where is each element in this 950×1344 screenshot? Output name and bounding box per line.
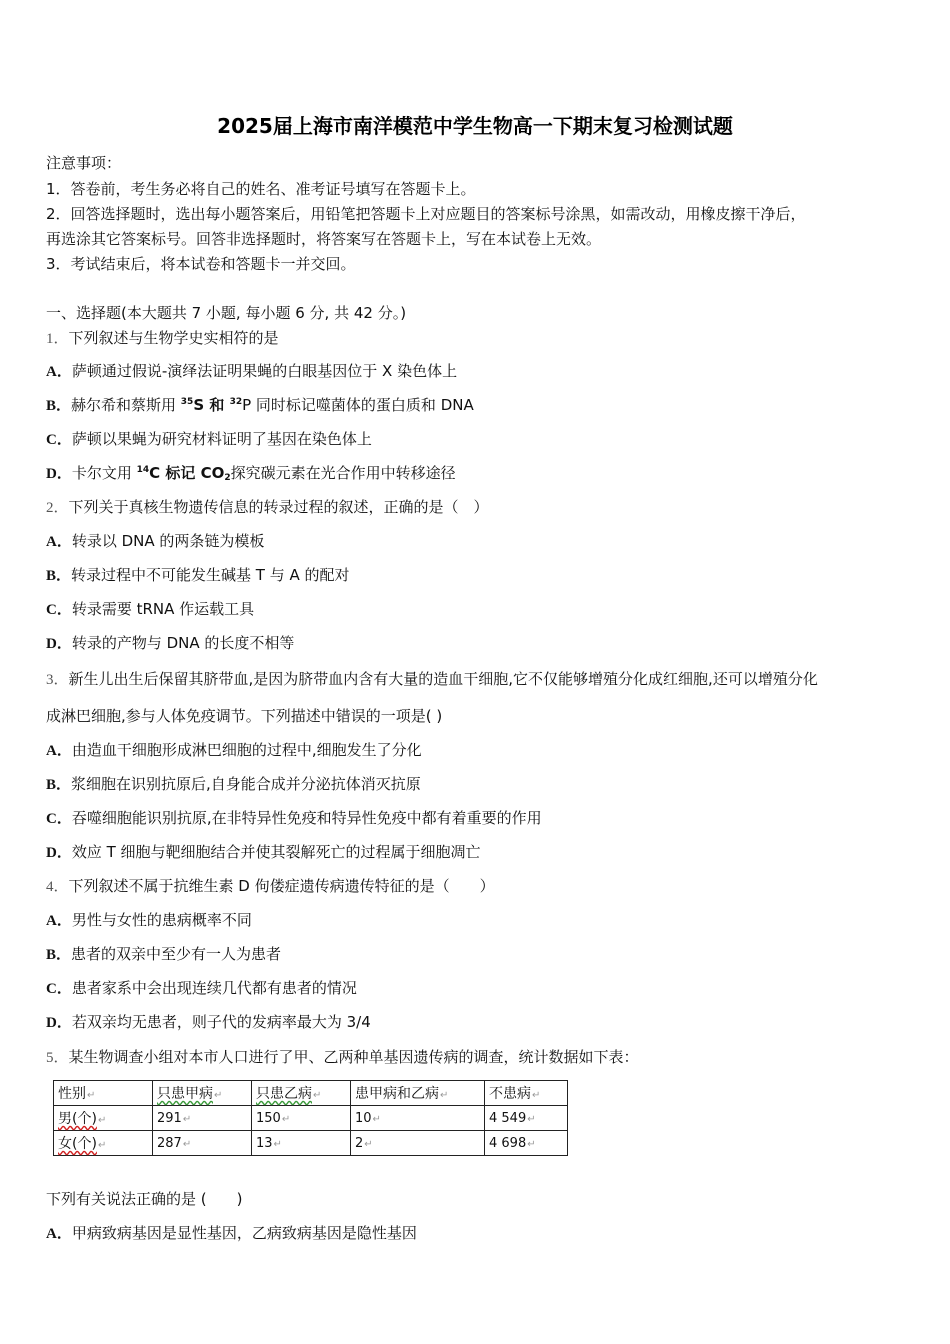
notice-item-1: 1．答卷前，考生务必将自己的姓名、准考证号填写在答题卡上。 (46, 180, 476, 198)
question-3-option-c (46, 807, 542, 828)
question-2-option-c (46, 598, 254, 619)
section-heading: 一、选择题(本大题共 7 小题, 每小题 6 分, 共 42 分。) (46, 304, 407, 322)
option-letter: A． (46, 1226, 72, 1242)
option-letter: C． (46, 811, 72, 827)
option-letter: B． (46, 568, 72, 584)
return-mark-icon: ↵ (214, 1090, 223, 1101)
question-text: 某生物调查小组对本市人口进行了甲、乙两种单基因遗传病的调查，统计数据如下表： (68, 1048, 639, 1066)
option-text-part: S 和 (193, 396, 230, 414)
option-text: 由造血干细胞形成淋巴细胞的过程中,细胞发生了分化 (71, 741, 422, 759)
return-mark-icon: ↵ (97, 1140, 107, 1151)
table-cell: 女(个)↵ (54, 1131, 153, 1156)
option-letter: D． (46, 845, 72, 861)
isotope-superscript: 32 (229, 397, 243, 407)
question-2-stem (46, 496, 489, 517)
return-mark-icon: ↵ (440, 1090, 449, 1101)
table-cell: 13↵ (252, 1131, 351, 1156)
subscript: 2 (224, 473, 231, 483)
exam-title: 2025届上海市南洋模范中学生物高一下期末复习检测试题 (217, 114, 733, 138)
question-text: 下列关于真核生物遗传信息的转录过程的叙述，正确的是（ ） (68, 498, 489, 516)
return-mark-icon: ↵ (281, 1113, 291, 1125)
question-2-option-d (46, 632, 294, 653)
return-mark-icon: ↵ (364, 1138, 373, 1150)
return-mark-icon: ↵ (527, 1113, 536, 1125)
question-5-stem (46, 1046, 639, 1067)
table-cell: 150↵ (252, 1106, 351, 1131)
option-text: 萨顿通过假说-演绎法证明果蝇的白眼基因位于 X 染色体上 (71, 362, 458, 380)
option-letter: A． (46, 913, 72, 929)
question-4-option-a (46, 909, 252, 930)
option-text: 吞噬细胞能识别抗原,在非特异性免疫和特异性免疫中都有着重要的作用 (71, 809, 542, 827)
question-3-stem (46, 668, 818, 689)
return-mark-icon: ↵ (273, 1138, 282, 1150)
isotope-superscript: 14 (136, 465, 150, 475)
option-text: 患者的双亲中至少有一人为患者 (71, 945, 282, 963)
question-text: 下列叙述与生物学史实相符的是 (68, 329, 279, 347)
return-mark-icon: ↵ (527, 1138, 536, 1150)
option-letter: D． (46, 466, 72, 482)
option-text-part: 赫尔希和蔡斯用 (71, 396, 181, 414)
option-text: 甲病致病基因是显性基因，乙病致病基因是隐性基因 (71, 1224, 417, 1242)
table-cell: 10↵ (351, 1106, 485, 1131)
question-number: 3． (46, 672, 69, 688)
option-text: 转录以 DNA 的两条链为模板 (71, 532, 265, 550)
option-letter: D． (46, 1015, 72, 1031)
option-text: 男性与女性的患病概率不同 (71, 911, 252, 929)
option-text: 患者家系中会出现连续几代都有患者的情况 (71, 979, 357, 997)
option-text: 转录需要 tRNA 作运载工具 (71, 600, 255, 618)
option-text-part: C 标记 CO (149, 464, 225, 482)
return-mark-icon: ↵ (87, 1090, 96, 1101)
option-text-part: P 同时标记噬菌体的蛋白质和 DNA (242, 396, 474, 414)
option-text: 浆细胞在识别抗原后,自身能合成并分泌抗体消灭抗原 (71, 775, 421, 793)
option-letter: C． (46, 432, 72, 448)
question-3-option-b (46, 773, 421, 794)
question-3-option-d (46, 841, 481, 862)
table-cell: 287↵ (153, 1131, 252, 1156)
notice-heading: 注意事项： (46, 154, 122, 172)
table-row (54, 1106, 568, 1131)
return-mark-icon: ↵ (182, 1138, 192, 1150)
table-cell: 2↵ (351, 1131, 485, 1156)
question-4-option-b (46, 943, 281, 964)
question-number: 1． (46, 331, 69, 347)
option-text: 转录的产物与 DNA 的长度不相等 (71, 634, 295, 652)
table-cell: 4 549↵ (485, 1106, 568, 1131)
question-5-followup: 下列有关说法正确的是 ( ) (46, 1190, 243, 1208)
notice-item-2: 2．回答选择题时，选出每小题答案后，用铅笔把答题卡上对应题目的答案标号涂黑，如需改动，用橡皮擦干净后， (46, 205, 806, 223)
option-text-part: 卡尔文用 (71, 464, 137, 482)
return-mark-icon: ↵ (97, 1115, 107, 1126)
return-mark-icon: ↵ (313, 1090, 322, 1101)
table-header-cell: 不患病↵ (485, 1081, 568, 1106)
question-3-stem-cont: 成淋巴细胞,参与人体免疫调节。下列描述中错误的一项是( ) (46, 707, 443, 725)
question-number: 2． (46, 500, 69, 516)
table-header-cell: 只患乙病↵ (252, 1081, 351, 1106)
question-2-option-b (46, 564, 350, 585)
question-4-option-d (46, 1011, 371, 1032)
question-number: 5． (46, 1050, 69, 1066)
option-text: 若双亲均无患者，则子代的发病率最大为 3/4 (71, 1013, 371, 1031)
table-cell: 291↵ (153, 1106, 252, 1131)
option-letter: B． (46, 777, 72, 793)
question-text: 下列叙述不属于抗维生素 D 佝偻症遗传病遗传特征的是（ ） (68, 877, 495, 895)
option-letter: D． (46, 636, 72, 652)
option-letter: A． (46, 534, 72, 550)
question-4-stem (46, 875, 495, 896)
option-text: 转录过程中不可能发生碱基 T 与 A 的配对 (71, 566, 350, 584)
option-text: 萨顿以果蝇为研究材料证明了基因在染色体上 (71, 430, 372, 448)
question-3-option-a (46, 739, 422, 760)
question-2-option-a (46, 530, 264, 551)
question-1-stem (46, 327, 279, 348)
option-letter: C． (46, 602, 72, 618)
option-text: 效应 T 细胞与靶细胞结合并使其裂解死亡的过程属于细胞凋亡 (71, 843, 481, 861)
question-1-option-c (46, 428, 372, 449)
table-header-cell: 性别↵ (54, 1081, 153, 1106)
option-letter: B． (46, 398, 72, 414)
isotope-superscript: 35 (180, 397, 194, 407)
notice-item-2-cont: 再选涂其它答案标号。回答非选择题时，将答案写在答题卡上，写在本试卷上无效。 (46, 230, 602, 248)
return-mark-icon: ↵ (372, 1113, 381, 1125)
question-1-option-d (46, 462, 456, 483)
notice-item-3: 3．考试结束后，将本试卷和答题卡一并交回。 (46, 255, 356, 273)
table-cell: 4 698↵ (485, 1131, 568, 1156)
option-letter: C． (46, 981, 72, 997)
table-header-cell: 只患甲病↵ (153, 1081, 252, 1106)
question-1-option-b (46, 394, 474, 415)
question-5-option-a (46, 1222, 417, 1243)
survey-table (53, 1080, 568, 1156)
option-letter: B． (46, 947, 72, 963)
table-cell: 男(个)↵ (54, 1106, 153, 1131)
option-letter: A． (46, 743, 72, 759)
question-text: 新生儿出生后保留其脐带血,是因为脐带血内含有大量的造血干细胞,它不仅能够增殖分化成红细胞,还可以增殖分化 (68, 670, 818, 688)
question-1-option-a (46, 360, 457, 381)
return-mark-icon: ↵ (532, 1090, 541, 1101)
return-mark-icon: ↵ (182, 1113, 192, 1125)
option-letter: A． (46, 364, 72, 380)
table-header-cell: 患甲病和乙病↵ (351, 1081, 485, 1106)
option-text-part: 探究碳元素在光合作用中转移途径 (230, 464, 456, 482)
question-4-option-c (46, 977, 357, 998)
question-number: 4． (46, 879, 69, 895)
table-header-row (54, 1081, 568, 1106)
table-row (54, 1131, 568, 1156)
